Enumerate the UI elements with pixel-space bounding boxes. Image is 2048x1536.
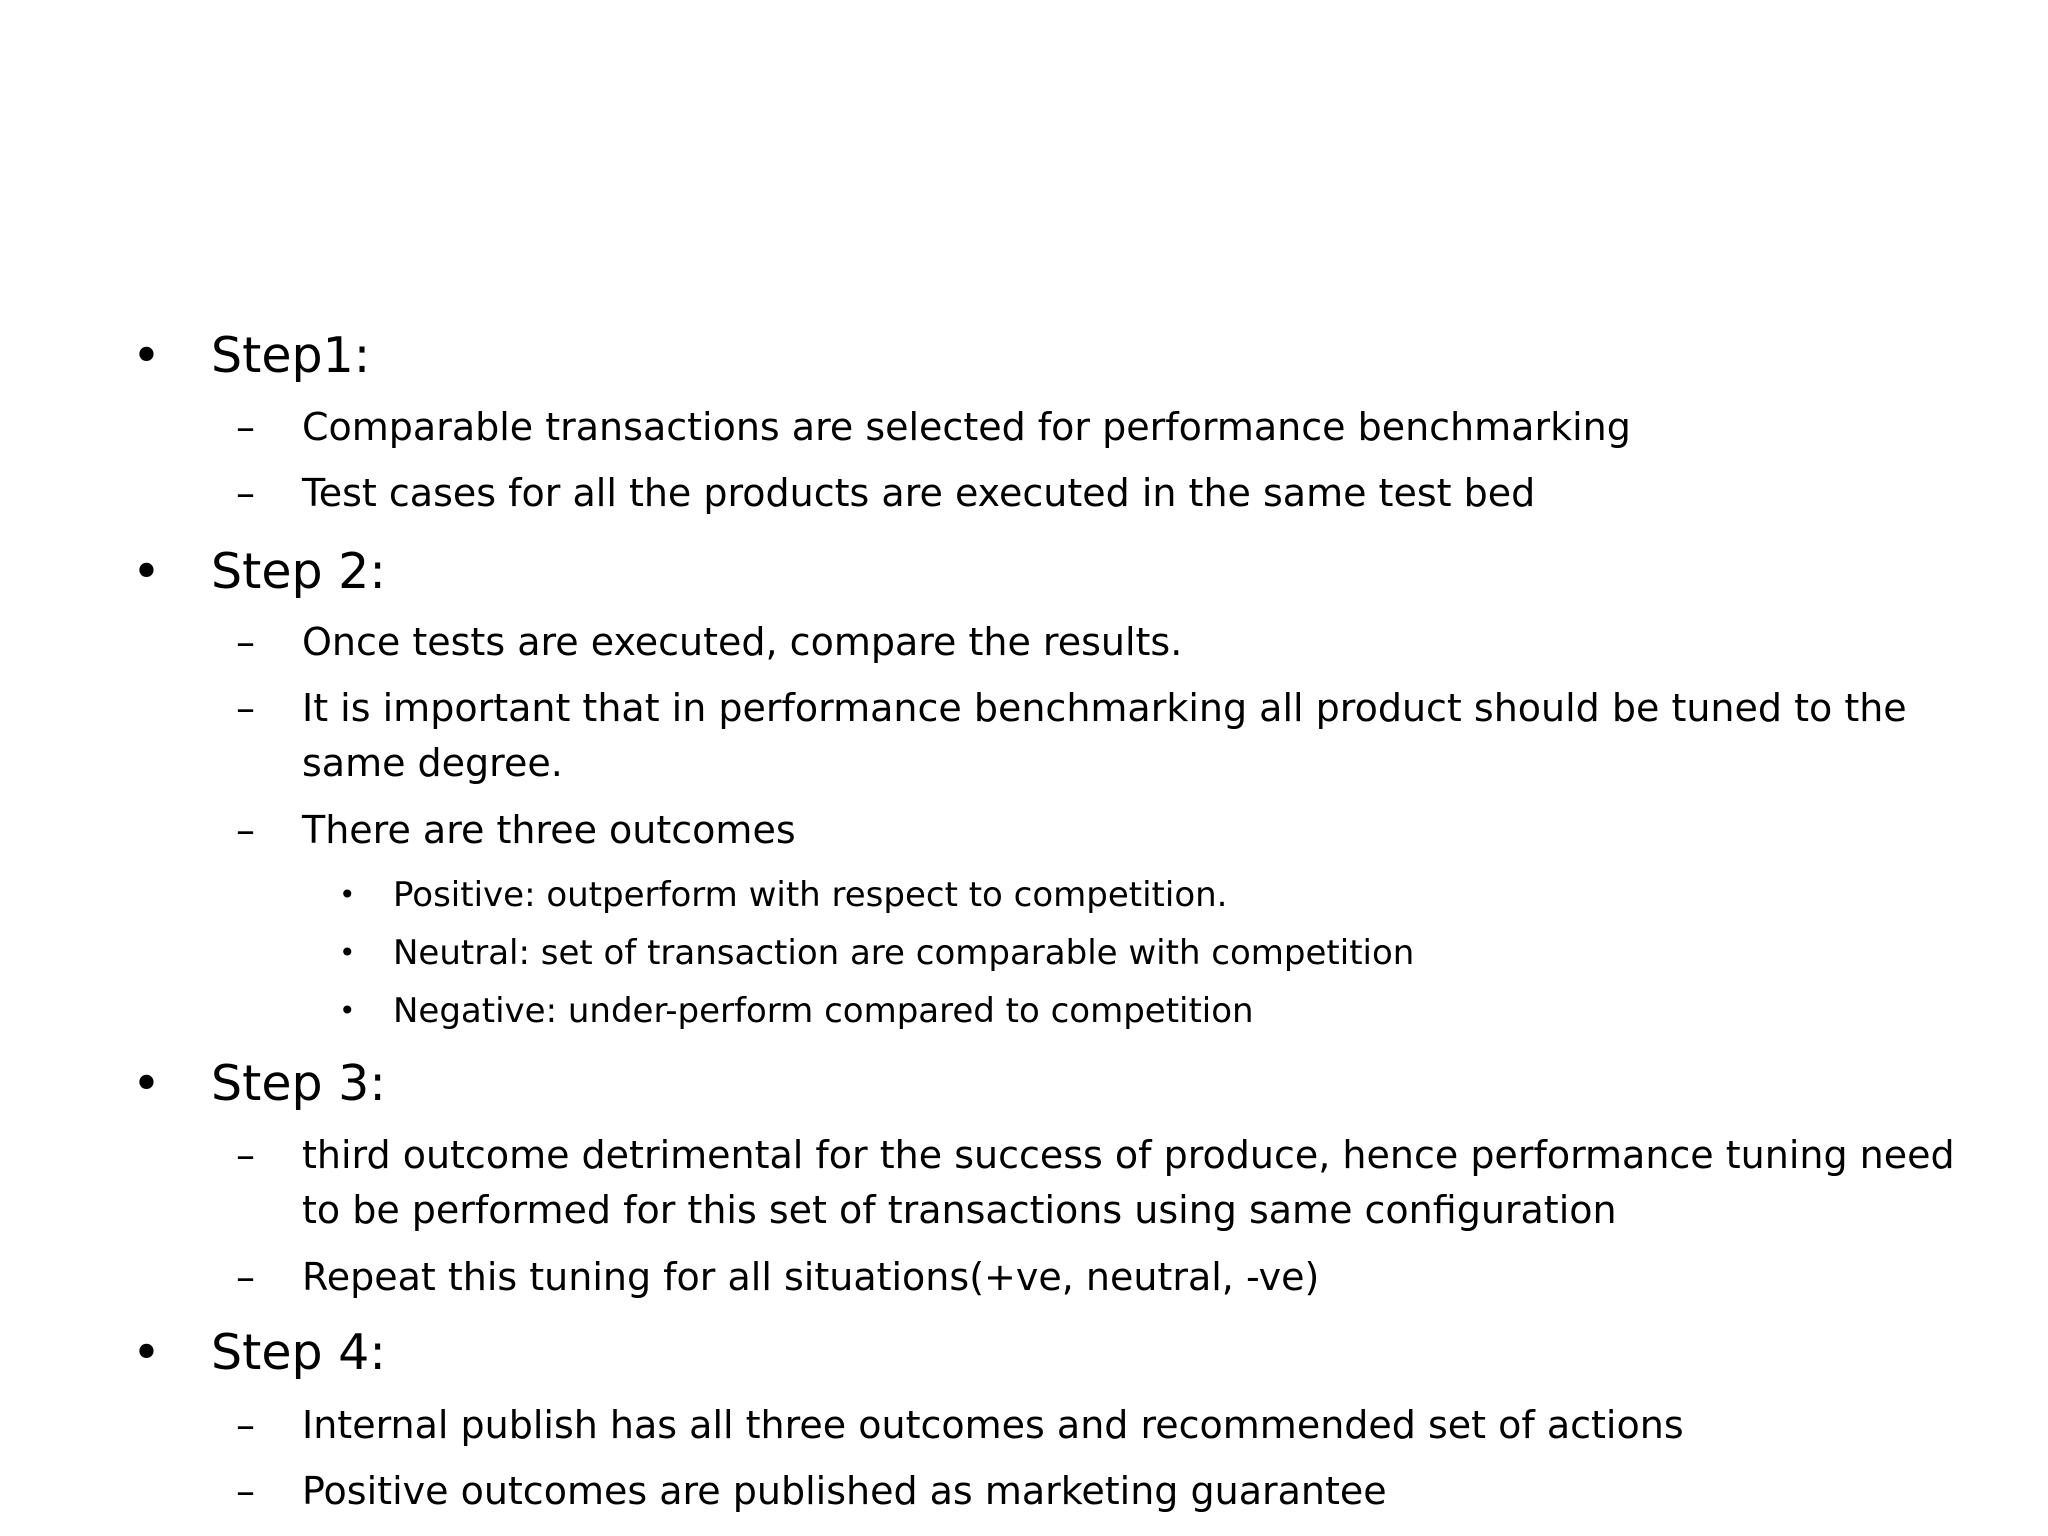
step-2-item-2-line-1: It is important that in performance benchmarking all product should be tuned to the [302,686,1907,730]
dash-icon: – [236,471,255,515]
step-2-item-3: There are three outcomes [302,808,796,852]
step-3-item-2: Repeat this tuning for all situations(+ve, neutral, -ve) [302,1255,1320,1299]
dash-icon: – [236,1469,255,1513]
dash-icon: – [236,620,255,664]
step-2-item-2-line-2: same degree. [302,741,563,785]
step-3-item-1-line-2: to be performed for this set of transactions using same configuration [302,1188,1617,1232]
step-4-item-1: Internal publish has all three outcomes and recommended set of actions [302,1403,1684,1447]
step-3-title: Step 3: [211,1055,386,1112]
dash-icon: – [236,405,255,449]
bullet-icon: • [132,1324,161,1381]
bullet-icon: • [132,543,161,600]
step-1-title: Step1: [211,327,371,384]
outcome-negative: Negative: under-perform compared to competition [393,991,1254,1031]
small-bullet-icon: • [339,878,356,911]
outcome-positive: Positive: outperform with respect to competition. [393,875,1228,915]
small-bullet-icon: • [339,936,356,969]
dash-icon: – [236,686,255,730]
dash-icon: – [236,808,255,852]
step-2-title: Step 2: [211,543,386,600]
step-1-item-1: Comparable transactions are selected for performance benchmarking [302,405,1631,449]
step-4-item-2: Positive outcomes are published as marketing guarantee [302,1469,1387,1513]
dash-icon: – [236,1255,255,1299]
step-3-item-1-line-1: third outcome detrimental for the success of produce, hence performance tuning need [302,1133,1955,1177]
outcome-neutral: Neutral: set of transaction are comparable with competition [393,933,1415,973]
step-1-item-2: Test cases for all the products are executed in the same test bed [302,471,1536,515]
dash-icon: – [236,1403,255,1447]
step-4-title: Step 4: [211,1324,386,1381]
small-bullet-icon: • [339,994,356,1027]
bullet-icon: • [132,327,161,384]
bullet-icon: • [132,1055,161,1112]
step-2-item-1: Once tests are executed, compare the results. [302,620,1183,664]
dash-icon: – [236,1133,255,1177]
